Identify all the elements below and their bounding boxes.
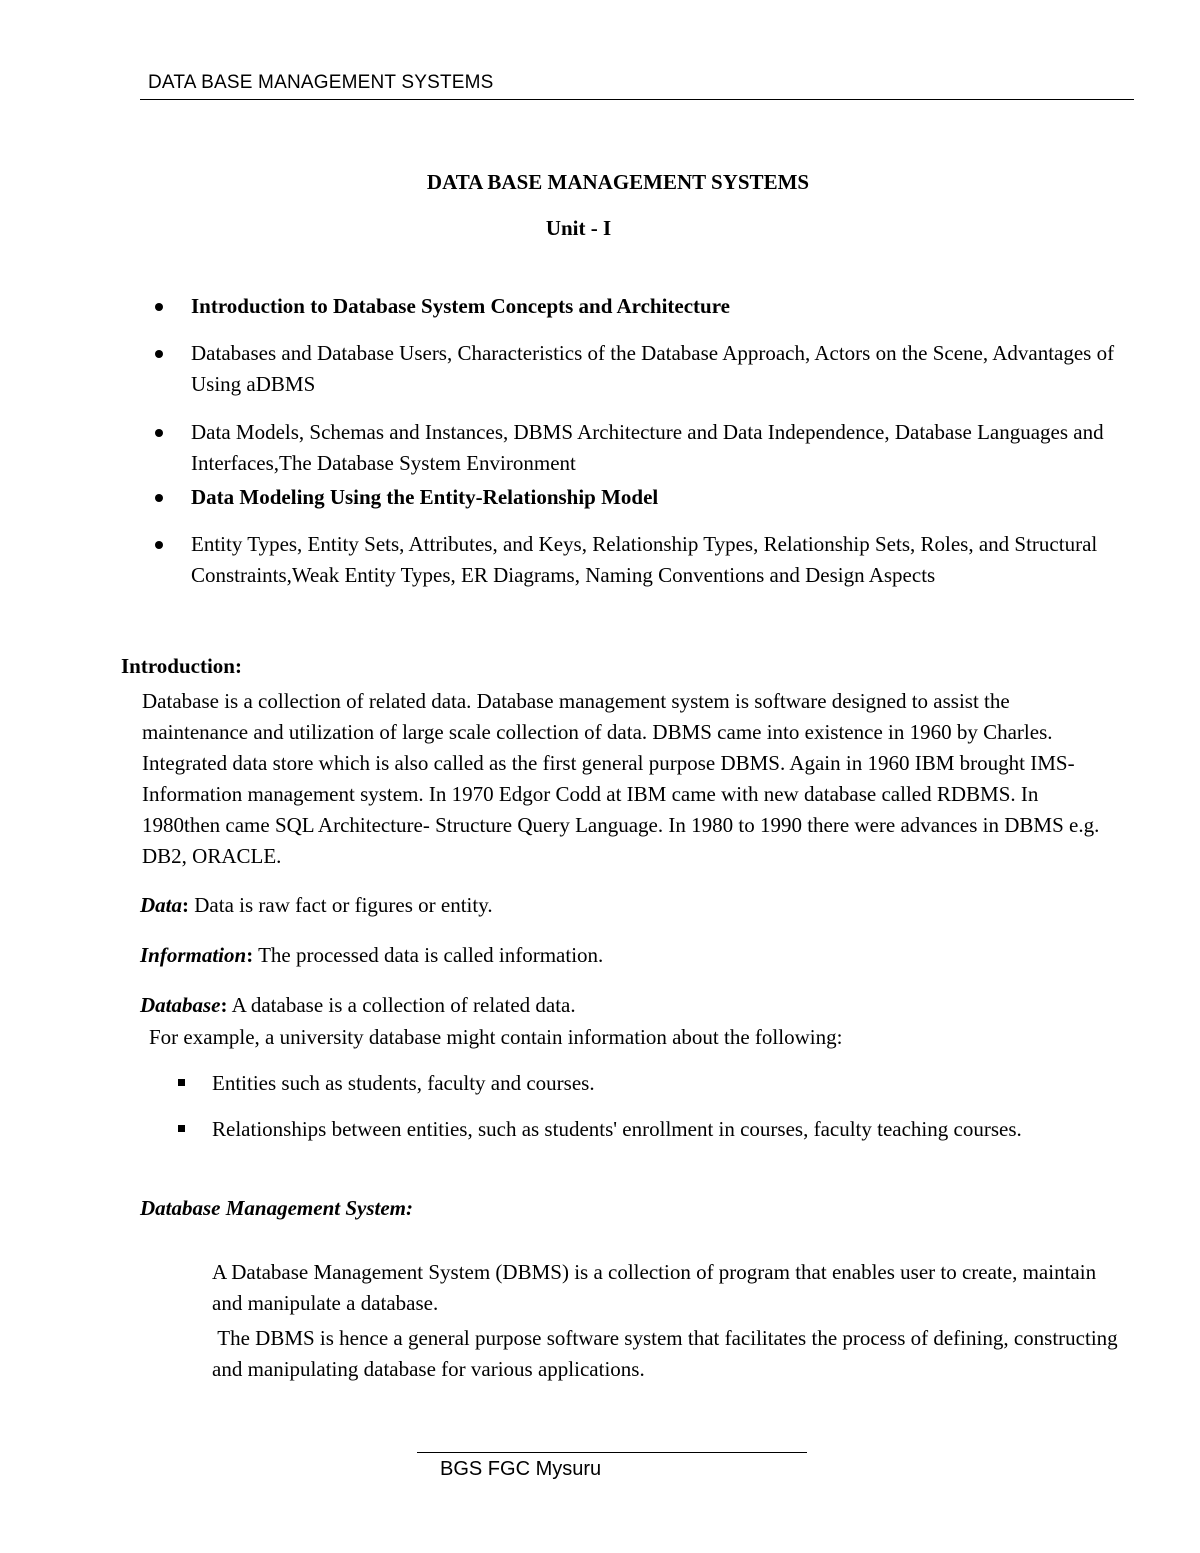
dbms-paragraph-2-text: The DBMS is hence a general purpose software system that facilitates the process of defining, constructing and manipulating database for various applications.	[212, 1326, 1118, 1381]
document-title: DATA BASE MANAGEMENT SYSTEMS	[426, 170, 810, 194]
definition-text: Data is raw fact or figures or entity.	[194, 893, 493, 917]
dbms-paragraph-2	[212, 1323, 1127, 1385]
definition-text: The processed data is called information.	[258, 943, 604, 967]
bullet-icon	[155, 350, 163, 358]
example-intro: For example, a university database might contain information about the following:	[149, 1025, 843, 1049]
example-list	[175, 1068, 1075, 1145]
topic-text: Databases and Database Users, Characteristics of the Database Approach, Actors on the Scene, Advantages of Using aDBMS	[191, 341, 1115, 396]
bullet-icon	[155, 541, 163, 549]
running-header: DATA BASE MANAGEMENT SYSTEMS	[148, 72, 494, 93]
definition-data: Data: Data is raw fact or figures or entity.	[140, 893, 493, 917]
definition-database: Database: A database is a collection of related data.	[140, 993, 576, 1017]
topic-text: Introduction to Database System Concepts and Architecture	[191, 294, 730, 318]
header-divider	[140, 99, 1134, 100]
definition-term: Data	[140, 893, 182, 917]
page-footer: BGS FGC Mysuru	[440, 1458, 602, 1480]
definition-term: Information	[140, 943, 247, 967]
topic-item	[150, 482, 1135, 513]
example-item	[175, 1068, 1075, 1099]
example-text: Relationships between entities, such as students' enrollment in courses, faculty teaching courses.	[212, 1117, 1022, 1141]
dbms-heading: Database Management System:	[140, 1196, 413, 1220]
dbms-paragraph-1: A Database Management System (DBMS) is a collection of program that enables user to create, maintain and manipulate a database.	[212, 1260, 1097, 1315]
introduction-heading: Introduction:	[121, 654, 242, 678]
example-text: Entities such as students, faculty and courses.	[212, 1071, 595, 1095]
topic-text: Entity Types, Entity Sets, Attributes, and Keys, Relationship Types, Relationship Sets, Roles, and Structural Constraints,Weak Entity Types, ER Diagrams, Naming Conventions and Design Aspects	[191, 532, 1098, 587]
example-item	[175, 1114, 1075, 1145]
topic-text: Data Modeling Using the Entity-Relationship Model	[191, 485, 659, 509]
unit-title: Unit - I	[545, 216, 612, 240]
footer-divider	[417, 1452, 807, 1453]
topic-item	[150, 529, 1135, 591]
bullet-icon	[155, 429, 163, 437]
bullet-icon	[155, 303, 163, 311]
introduction-paragraph: Database is a collection of related data. Database management system is software designed to assist the maintenance and utilization of large scale collection of data. DBMS came into existence in 1960 by Charles. Integrated data store which is also called as the first general purpose DBMS. Again in 1960 IBM brought IMS- Information management system. In 1970 Edgor Codd at IBM came with new database called RDBMS. In 1980then came SQL Architecture- Structure Query Language. In 1980 to 1990 there were advances in DBMS e.g. DB2, ORACLE.	[142, 689, 1100, 868]
topics-list	[150, 291, 1135, 591]
definition-term: Database	[140, 993, 221, 1017]
square-bullet-icon	[178, 1079, 185, 1086]
bullet-icon	[155, 494, 163, 502]
topic-item	[150, 291, 1135, 322]
topic-text: Data Models, Schemas and Instances, DBMS Architecture and Data Independence, Database Languages and Interfaces,The Database System Environment	[191, 420, 1104, 475]
definition-information: Information: The processed data is called information.	[140, 943, 604, 967]
dbms-heading-text: Database Management System	[140, 1196, 406, 1220]
topic-item	[150, 417, 1135, 479]
definition-text: A database is a collection of related data.	[231, 993, 576, 1017]
topic-item	[150, 338, 1135, 400]
square-bullet-icon	[178, 1125, 185, 1132]
